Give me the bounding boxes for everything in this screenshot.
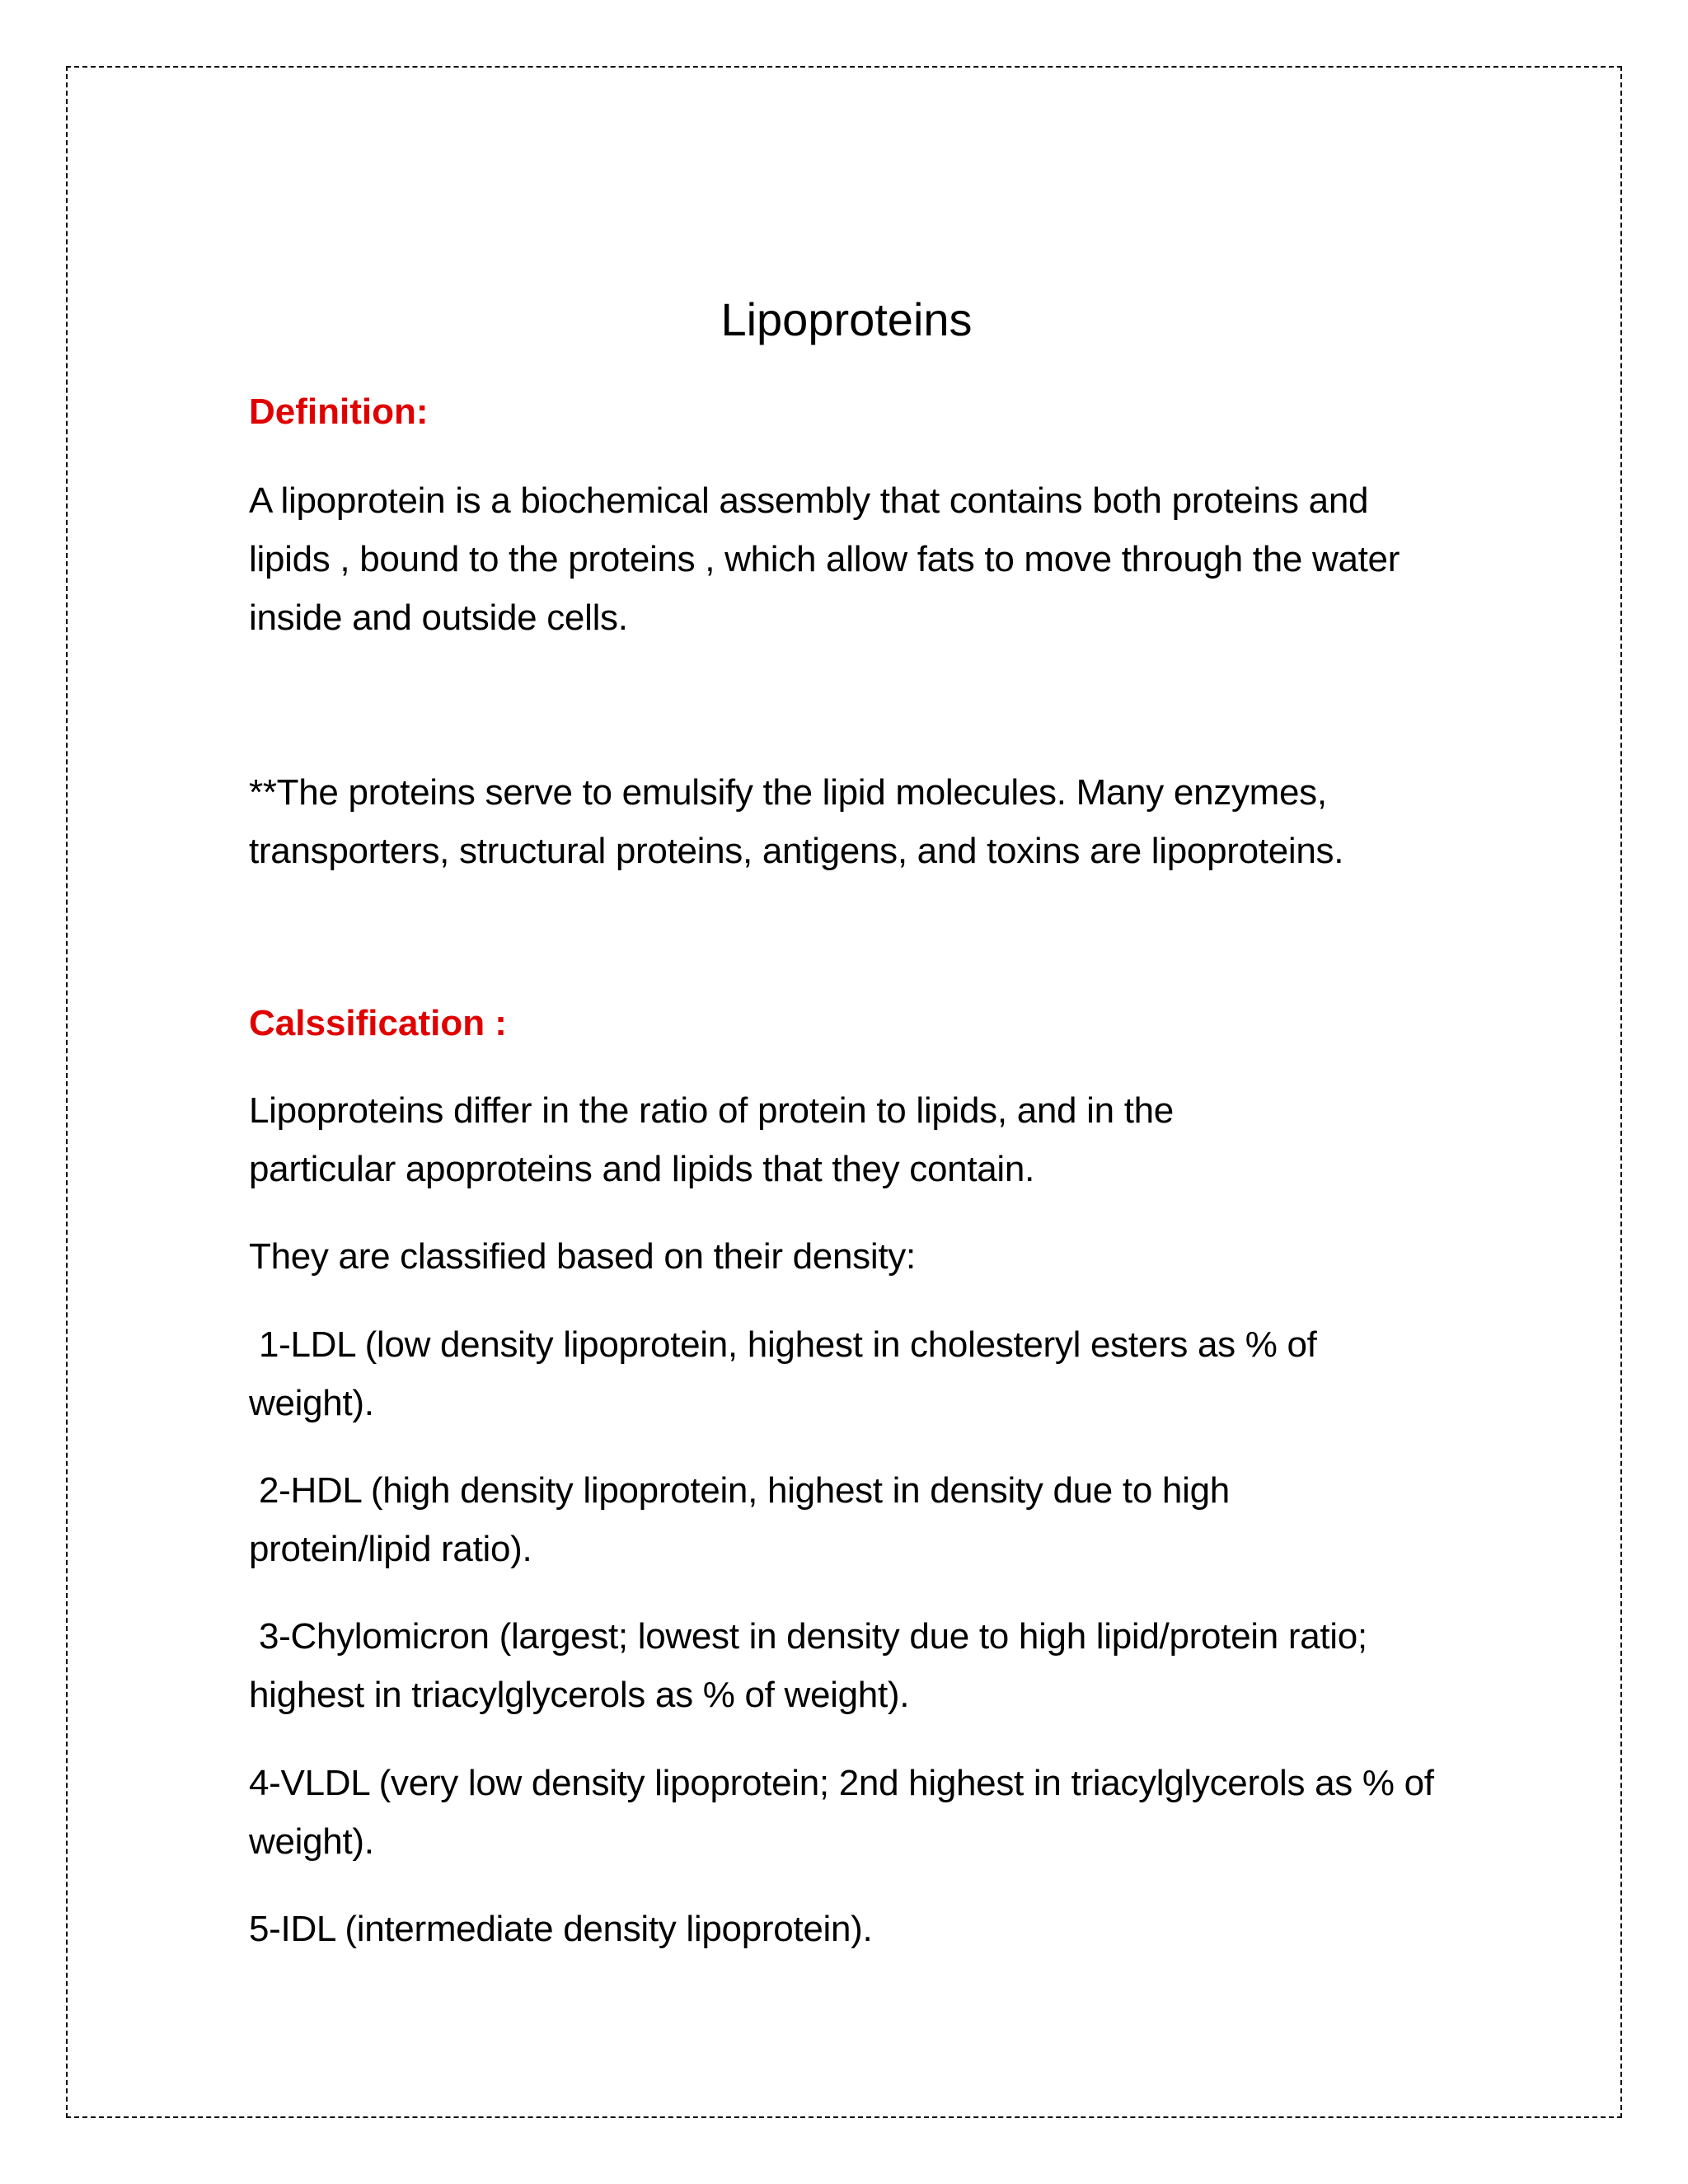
classification-intro: Lipoproteins differ in the ratio of protein to lipids, and in the particular apoproteins and lipids that they contain. xyxy=(249,1090,1174,1189)
classification-heading: Calssification : xyxy=(249,1003,507,1043)
definition-paragraph: A lipoprotein is a biochemical assembly that contains both proteins and lipids , bound to the proteins , which allow fats to move through the water inside and outside cells. xyxy=(249,480,1400,638)
note-paragraph: **The proteins serve to emulsify the lipid molecules. Many enzymes, transporters, structural proteins, antigens, and toxins are lipoproteins. xyxy=(249,772,1344,871)
list-item-idl: 5-IDL (intermediate density lipoprotein). xyxy=(249,1909,873,1949)
list-item-hdl: 2-HDL (high density lipoprotein, highest in density due to high protein/lipid ratio). xyxy=(249,1470,1240,1569)
document-title: Lipoproteins xyxy=(720,293,973,345)
list-item-vldl: 4-VLDL (very low density lipoprotein; 2nd highest in triacylglycerols as % of weight). xyxy=(249,1763,1434,1862)
classification-basis: They are classified based on their density: xyxy=(249,1236,916,1277)
definition-heading: Definition: xyxy=(249,391,429,432)
list-item-chylomicron: 3-Chylomicron (largest; lowest in density due to high lipid/protein ratio; highest in triacylglycerols as % of weight). xyxy=(249,1616,1377,1715)
list-item-ldl: 1-LDL (low density lipoprotein, highest in cholesteryl esters as % of weight). xyxy=(249,1324,1327,1423)
